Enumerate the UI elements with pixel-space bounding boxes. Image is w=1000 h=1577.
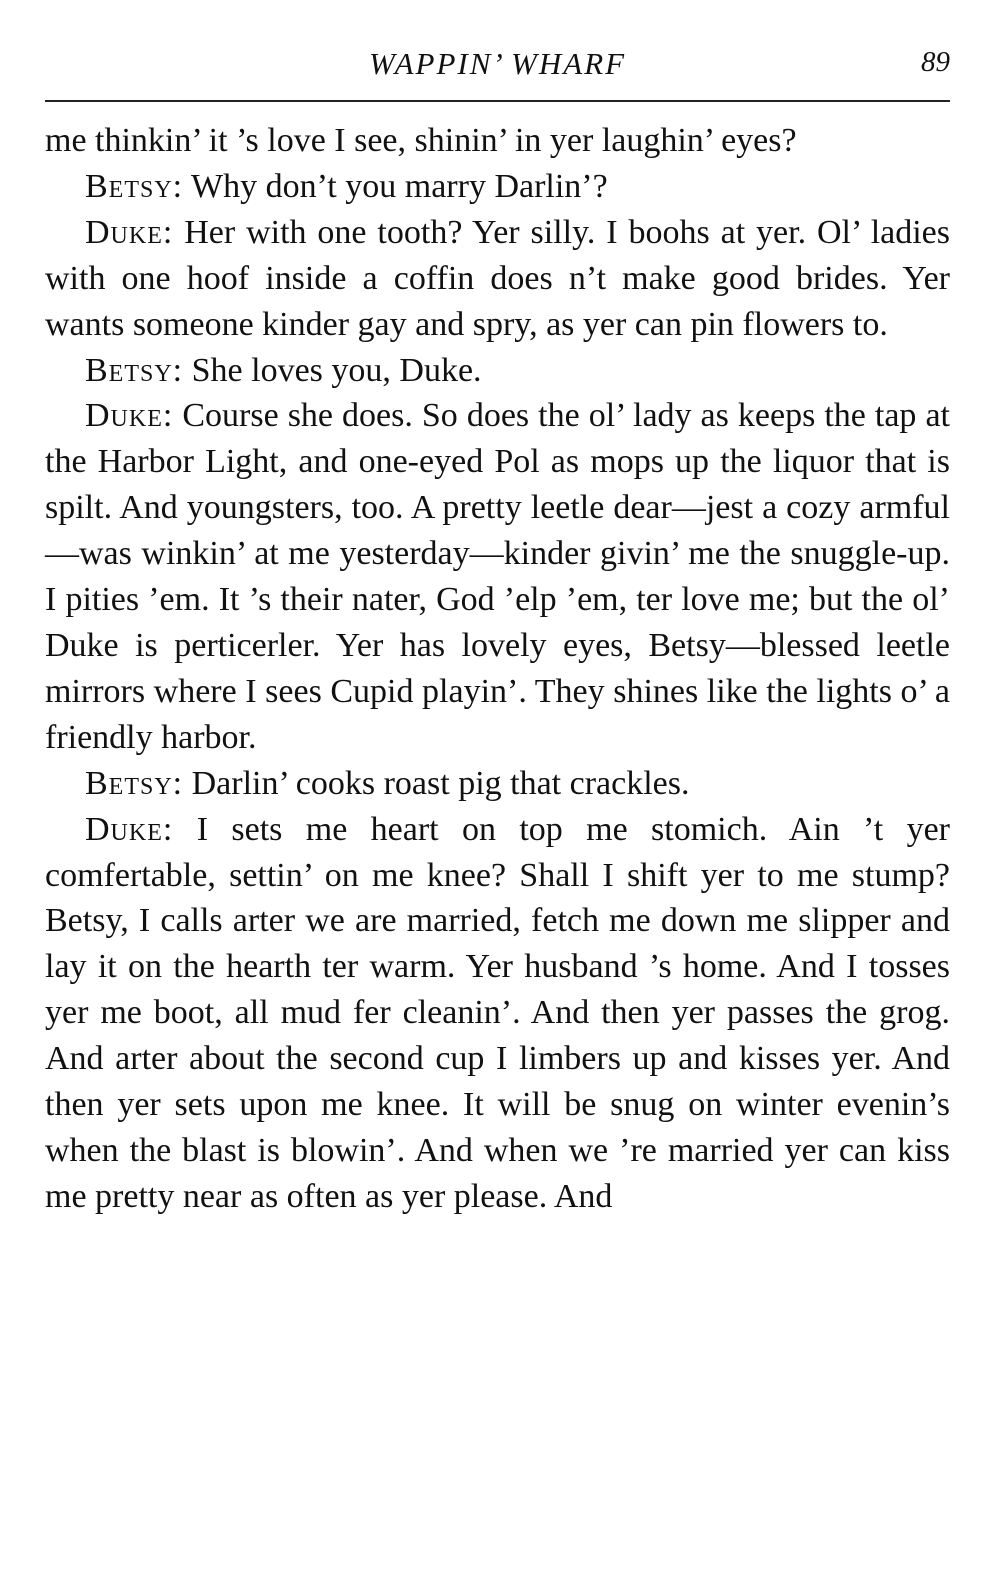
paragraph	[45, 393, 950, 760]
speaker-label: Duke:	[85, 810, 174, 848]
running-title: WAPPIN’ WHARF	[368, 46, 627, 81]
paragraph-text: Darlin’ cooks roast pig that crackles.	[183, 764, 690, 802]
paragraph	[45, 210, 950, 348]
paragraph	[45, 164, 950, 210]
text-body	[45, 118, 950, 1220]
speaker-label: Duke:	[85, 213, 174, 251]
paragraph	[45, 807, 950, 1220]
speaker-label: Betsy:	[85, 764, 184, 802]
paragraph-text: Course she does. So does the ol’ lady as keeps the tap at the Harbor Light, and one-eyed Pol as mops up the liquor that is spilt. And youngsters, too. A pretty leetle dear—jest a cozy armful—was winkin’ at me yesterday—kinder givin’ me the snuggle-up. I pities ’em. It ’s their nater, God ’elp ’em, ter love me; but the ol’ Duke is perticerler. Yer has lovely eyes, Betsy—blessed leetle mirrors where I sees Cupid playin’. They shines like the lights o’ a friendly harbor.	[45, 397, 950, 756]
speaker-label: Duke:	[85, 397, 174, 435]
paragraph-text: I sets me heart on top me stomich. Ain ’t yer comfertable, settin’ on me knee? Shall I shift yer to me stump? Betsy, I calls arter we are married, fetch me down me slipper and lay it on the hearth ter warm. Yer husband ’s home. And I tosses yer me boot, all mud fer cleanin’. And then yer passes the grog. And arter about the second cup I limbers up and kisses yer. And then yer sets upon me knee. It will be snug on winter evenin’s when the blast is blowin’. And when we ’re married yer can kiss me pretty near as often as yer please. And	[45, 810, 950, 1215]
page-number: 89	[921, 46, 950, 78]
paragraph-text: Why don’t you marry Darlin’?	[183, 167, 608, 205]
paragraph-text: Her with one tooth? Yer silly. I boohs at yer. Ol’ ladies with one hoof inside a coffin does n’t make good brides. Yer wants someone kinder gay and spry, as yer can pin flowers to.	[45, 213, 950, 343]
paragraph	[45, 118, 950, 164]
running-header	[45, 46, 950, 96]
speaker-label: Betsy:	[85, 167, 184, 205]
paragraph-text: She loves you, Duke.	[183, 351, 482, 389]
paragraph-text: me thinkin’ it ’s love I see, shinin’ in yer laughin’ eyes?	[45, 122, 797, 159]
speaker-label: Betsy:	[85, 351, 184, 389]
paragraph	[45, 348, 950, 394]
header-rule	[45, 100, 950, 102]
paragraph	[45, 761, 950, 807]
